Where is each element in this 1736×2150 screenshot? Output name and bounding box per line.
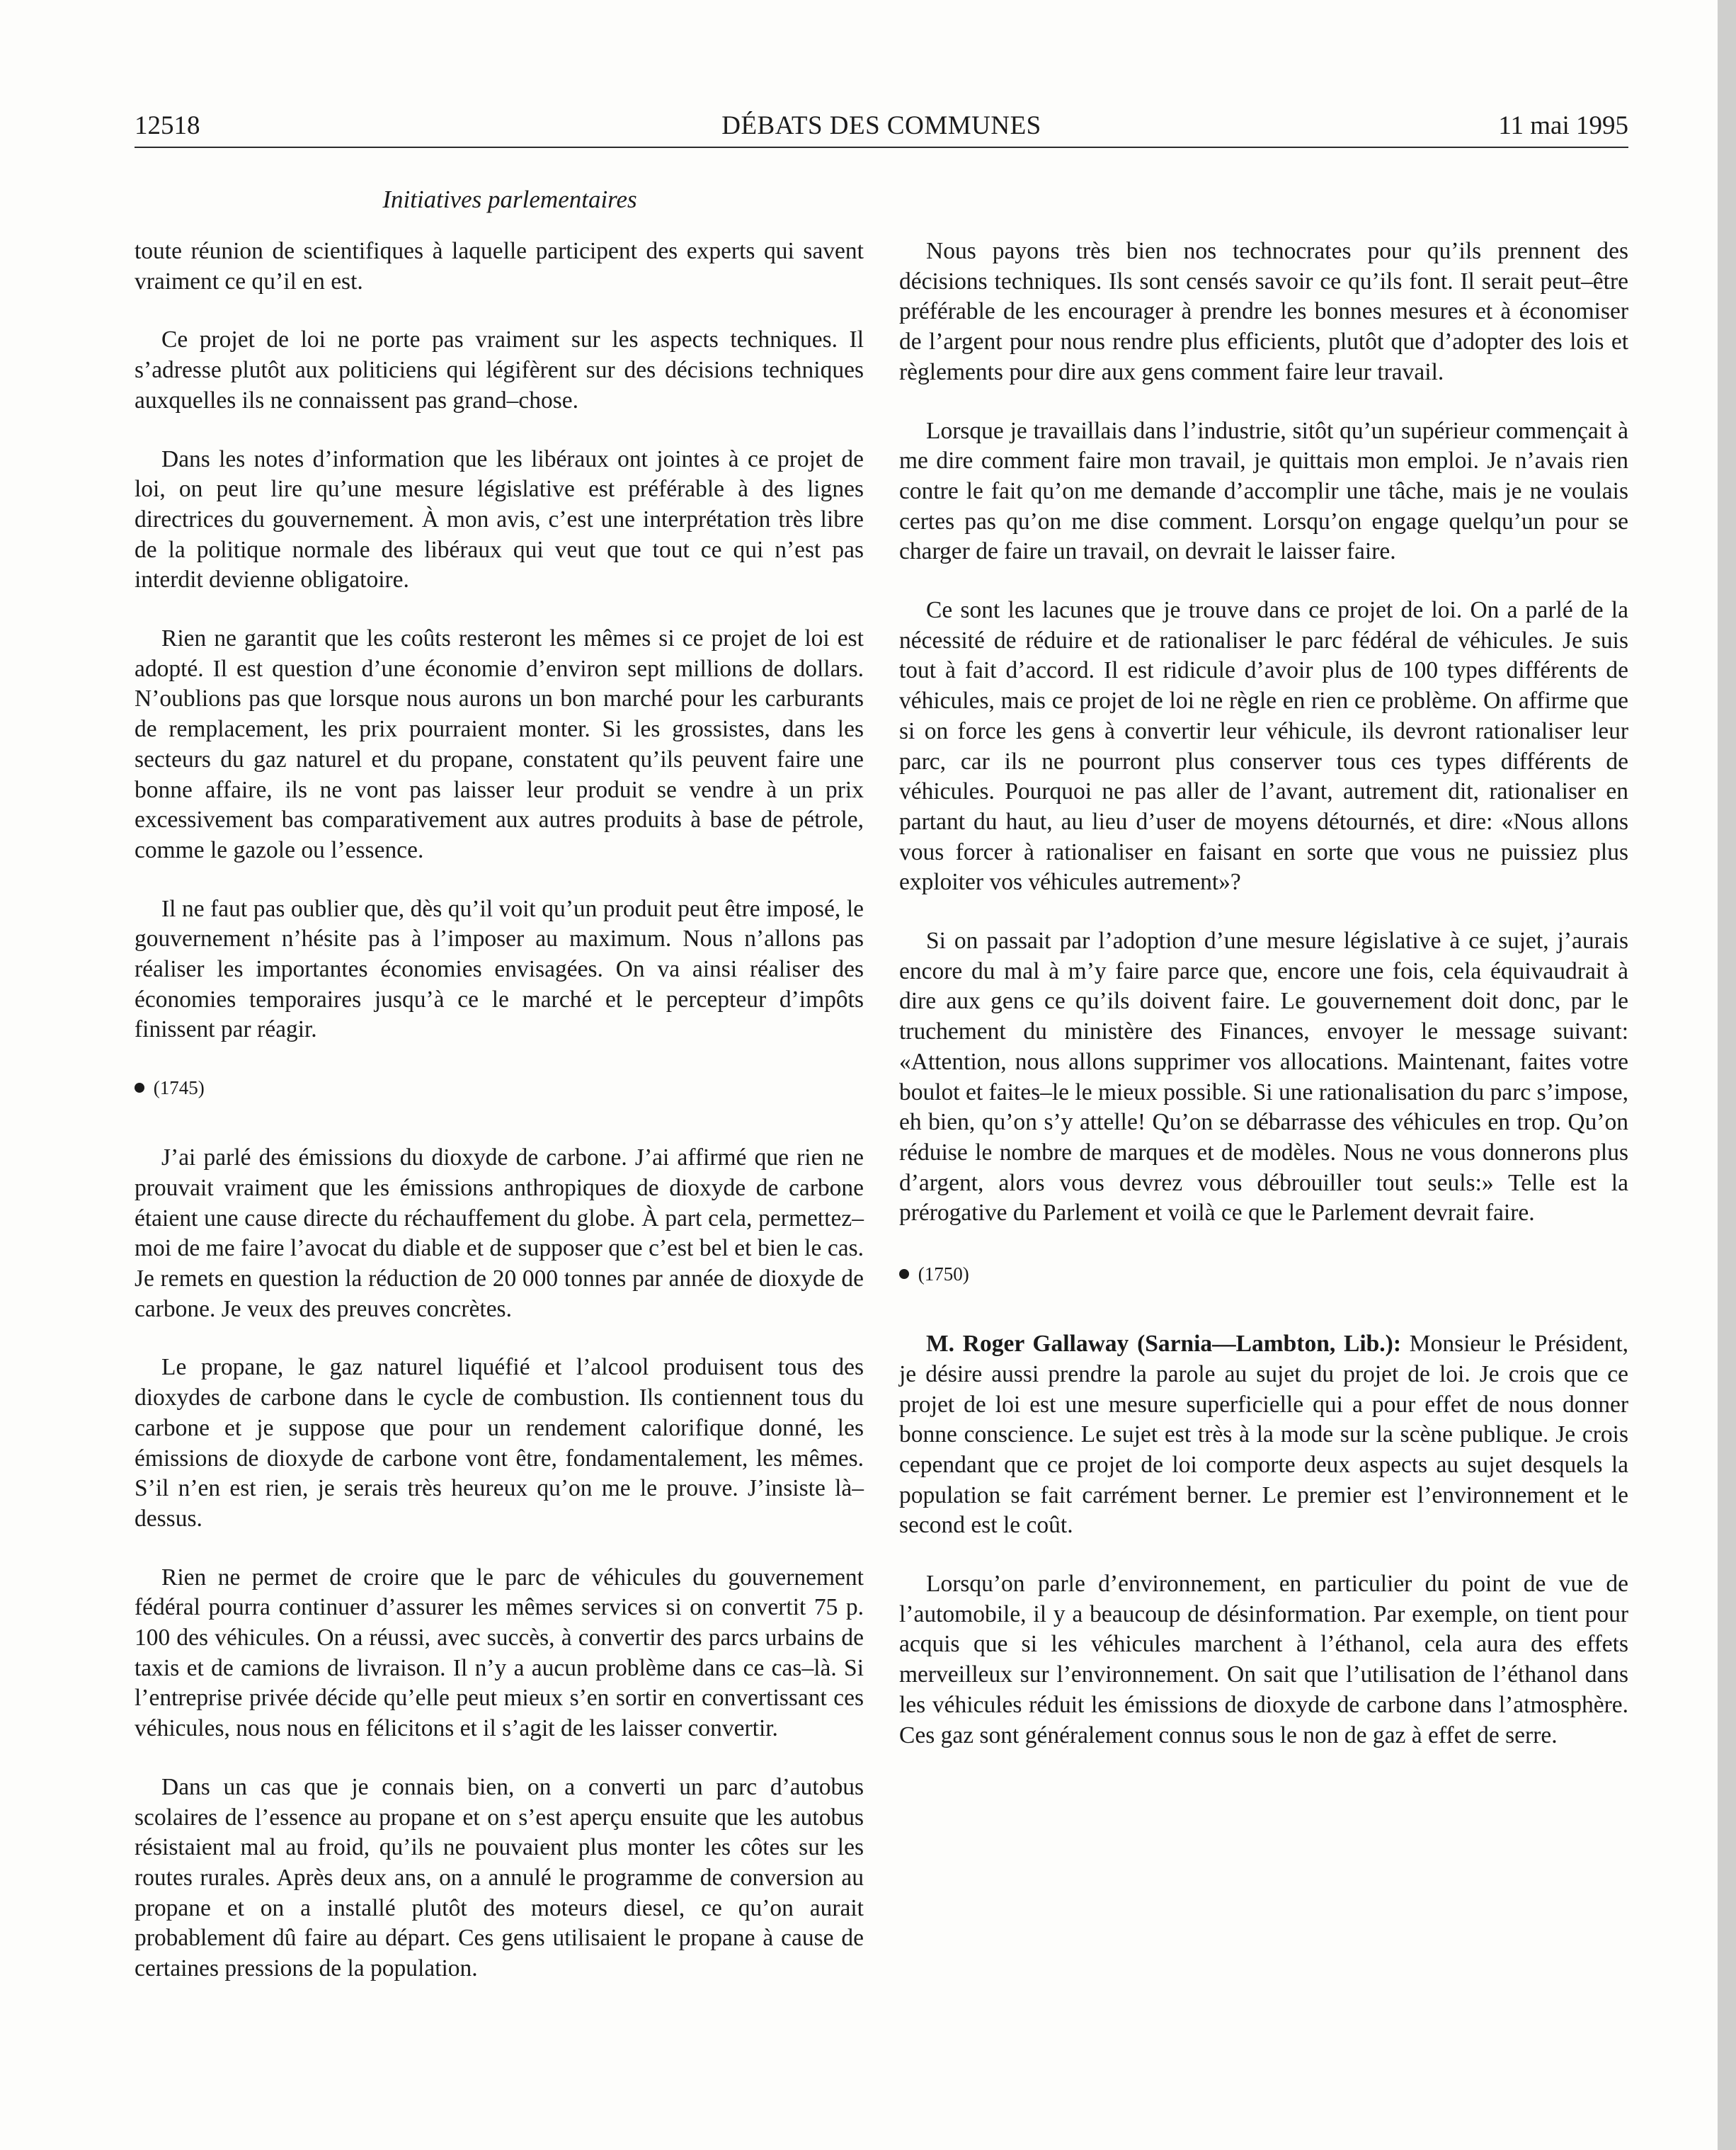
timestamp-text: (1745) — [153, 1077, 205, 1099]
paragraph: Ce projet de loi ne porte pas vraiment sur les aspects techniques. Il s’adresse plutôt aux politiciens qui légifèrent sur des décisions techniques auxquelles ils ne connaissent pas grand–chose. — [135, 326, 864, 414]
page-number: 12518 — [135, 111, 200, 140]
timestamp — [135, 1074, 864, 1102]
paragraph: Dans un cas que je connais bien, on a converti un parc d’autobus scolaires de l’essence au propane et on s’est aperçu ensuite que les autobus résistaient mal au froid, qu’ils ne pouvaient plus monter les côtes sur les routes rurales. Après deux ans, on a annulé le programme de conversion au propane et on a installé plutôt des moteurs diesel, ce qu’on aurait probablement dû faire au départ. Ces gens utilisaient le propane à cause de certaines pressions de la population. — [135, 1773, 864, 1982]
paragraph: Ce sont les lacunes que je trouve dans ce projet de loi. On a parlé de la nécessité de réduire et de rationaliser le parc fédéral de véhicules. Je suis tout à fait d’accord. Il est ridicule d’avoir plus de 100 types différents de véhicules, mais ce projet de loi ne règle en rien ce problème. On affirme que si on force les gens à convertir leur véhicule, ils devront rationaliser leur parc, car ils ne pourront plus conserver tous ces types différents de véhicules. Pourquoi ne pas aller de l’avant, autrement dit, rationaliser en partant du haut, au lieu d’user de moyens détournés, et dire: «Nous allons vous forcer à rationaliser en faisant en sorte que vous ne puissiez plus exploiter vos véhicules autrement»? — [899, 597, 1628, 896]
section-title: Initiatives parlementaires — [382, 186, 637, 213]
paragraph: toute réunion de scientifiques à laquelle participent des experts qui savent vraiment ce qu’il en est. — [135, 238, 864, 295]
paragraph: Nous payons très bien nos technocrates pour qu’ils prennent des décisions techniques. Ils sont censés savoir ce qu’ils font. Il serait peut–être préférable de les encourager à prendre les bonnes mesures et à économiser de l’argent pour nous rendre plus efficients, plutôt que d’adopter des lois et règlements pour dire aux gens comment faire leur travail. — [899, 238, 1628, 385]
bullet-icon — [899, 1269, 909, 1279]
paragraph: Dans les notes d’information que les libéraux ont jointes à ce projet de loi, on peut lire qu’une mesure législative est préférable à des lignes directrices du gouvernement. À mon avis, c’est une interprétation très libre de la politique normale des libéraux qui veut que tout ce qui n’est pas interdit devienne obligatoire. — [135, 445, 864, 593]
speech-text: Monsieur le Président, je désire aussi prendre la parole au sujet du projet de loi. Je crois que ce projet de loi est une mesure superficielle qui a pour effet de nous donner bonne conscience. Le sujet est très à la mode sur la scène publique. Je crois cependant que ce projet de loi comporte deux aspects au sujet desquels la population se fait carrément berner. Le premier est l’environnement et le second est le coût. — [899, 1331, 1629, 1539]
paragraph: Le propane, le gaz naturel liquéfié et l’alcool produisent tous des dioxydes de carbone dans le cycle de combustion. Ils contiennent tous du carbone et je suppose que pour un rendement calorifique donné, les émissions de dioxyde de carbone vont être, fondamentalement, les mêmes. S’il n’en est rien, je serais très heureux qu’on me le prouve. J’insiste là–dessus. — [135, 1354, 864, 1532]
right-column — [899, 237, 1628, 1779]
left-column — [135, 237, 864, 2013]
header-rule — [135, 147, 1628, 148]
timestamp — [899, 1260, 1628, 1288]
scan-edge — [1718, 0, 1736, 2150]
paragraph: Lorsque je travaillais dans l’industrie, sitôt qu’un supérieur commençait à me dire comment faire mon travail, je quittais mon emploi. Je n’avais rien contre le fait qu’on me demande d’accomplir une tâche, mais je ne voulais certes pas qu’on me dise comment. Lorsqu’on engage quelqu’un pour se charger de faire un travail, on devrait le laisser faire. — [899, 417, 1628, 565]
timestamp-text: (1750) — [918, 1263, 969, 1285]
page-date: 11 mai 1995 — [1498, 111, 1628, 140]
paragraph: Rien ne garantit que les coûts resteront les mêmes si ce projet de loi est adopté. Il est question d’une économie d’environ sept millions de dollars. N’oublions pas que lorsque nous aurons un bon marché pour les carburants de remplacement, les prix pourraient monter. Si les grossistes, dans les secteurs du gaz naturel et du propane, constatent qu’ils peuvent faire une bonne affaire, ils ne vont pas laisser leur produit se vendre à un prix excessivement bas comparativement aux autres produits à base de pétrole, comme le gazole ou l’essence. — [135, 625, 864, 863]
paragraph: Il ne faut pas oublier que, dès qu’il voit qu’un produit peut être imposé, le gouvernement n’hésite pas à l’imposer au maximum. Nous n’allons pas réaliser les importantes économies envisagées. On va ainsi réaliser des économies temporaires jusqu’à ce le marché et le percepteur d’impôts finissent par réagir. — [135, 895, 864, 1043]
paragraph: J’ai parlé des émissions du dioxyde de carbone. J’ai affirmé que rien ne prouvait vraiment que les émissions anthropiques de dioxyde de carbone étaient une cause directe du réchauffement du globe. À part cela, permettez–moi de me faire l’avocat du diable et de supposer que c’est bel et bien le cas. Je remets en question la réduction de 20 000 tonnes par année de dioxyde de carbone. Je veux des preuves concrètes. — [135, 1144, 864, 1322]
speaker-paragraph — [899, 1329, 1628, 1541]
paragraph: Si on passait par l’adoption d’une mesure législative à ce sujet, j’aurais encore du mal à m’y faire parce que, encore une fois, cela équivaudrait à dire aux gens ce qu’ils doivent faire. Le gouvernement doit donc, par le truchement du ministère des Finances, envoyer le message suivant: «Attention, nous allons supprimer vos allocations. Maintenant, faites votre boulot et faites–le le mieux possible. Si une rationalisation du parc s’impose, eh bien, qu’on s’y attelle! Qu’on se débarrasse des véhicules en trop. Qu’on réduise le nombre de marques et de modèles. Nous ne vous donnerons plus d’argent, alors vous devrez vous débrouiller tout seuls:» Telle est la prérogative du Parlement et voilà ce que le Parlement devrait faire. — [899, 928, 1628, 1227]
publication-title: DÉBATS DES COMMUNES — [721, 111, 1041, 140]
paragraph: Lorsqu’on parle d’environnement, en particulier du point de vue de l’automobile, il y a beaucoup de désinformation. Par exemple, on tient pour acquis que si les véhicules marchent à l’éthanol, cela aura des effets merveilleux sur l’environnement. On sait que l’utilisation de l’éthanol dans les véhicules réduit les émissions de dioxyde de carbone dans l’atmosphère. Ces gaz sont généralement connus sous le non de gaz à effet de serre. — [899, 1571, 1628, 1748]
bullet-icon — [135, 1083, 144, 1093]
page-header — [135, 108, 1628, 144]
paragraph: Rien ne permet de croire que le parc de véhicules du gouvernement fédéral pourra continuer d’assurer les mêmes services si on convertit 75 p. 100 des véhicules. On a réussi, avec succès, à convertir des parcs urbains de taxis et de camions de livraison. Il n’y a aucun problème dans ce cas–là. Si l’entreprise privée décide qu’elle peut mieux s’en sortir en convertissant ces véhicules, nous nous en félicitons et il s’agit de les laisser convertir. — [135, 1564, 864, 1742]
speaker-name: M. Roger Gallaway (Sarnia—Lambton, Lib.): — [926, 1331, 1401, 1358]
